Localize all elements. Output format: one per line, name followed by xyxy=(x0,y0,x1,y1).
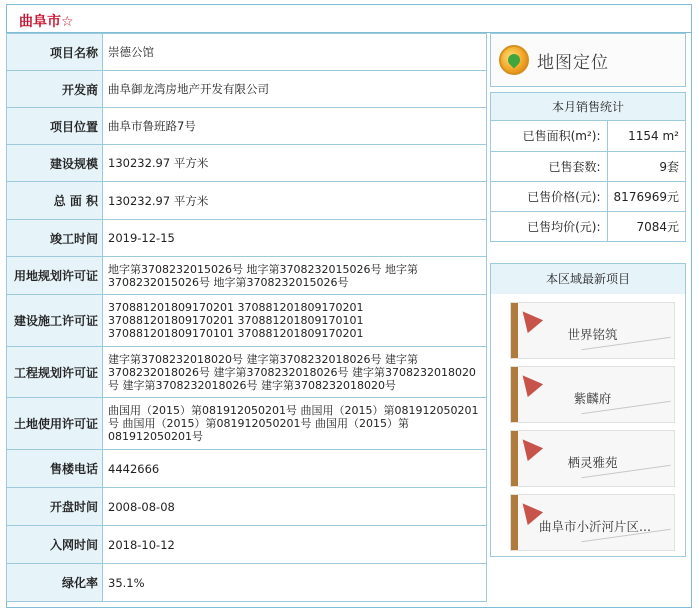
info-row xyxy=(7,71,487,108)
project-card[interactable] xyxy=(510,302,675,359)
info-row xyxy=(7,257,487,295)
info-value: 130232.97 平方米 xyxy=(103,145,487,182)
project-name: 世界铭筑 xyxy=(567,327,618,342)
info-row xyxy=(7,564,487,602)
project-name: 栖灵雅苑 xyxy=(567,455,618,470)
info-label: 入网时间 xyxy=(7,526,103,564)
stats-key: 已售价格(元): xyxy=(491,181,607,211)
info-value: 2008-08-08 xyxy=(103,488,487,526)
stats-key: 已售均价(元): xyxy=(491,211,607,241)
info-label: 总 面 积 xyxy=(7,182,103,220)
stats-row xyxy=(491,121,685,151)
stats-value: 7084元 xyxy=(607,211,685,241)
stats-value: 9套 xyxy=(607,151,685,181)
stats-row xyxy=(491,211,685,241)
info-value: 130232.97 平方米 xyxy=(103,182,487,220)
project-name: 曲阜市小沂河片区... xyxy=(539,519,651,534)
page-header xyxy=(7,5,691,33)
info-label: 建设施工许可证 xyxy=(7,295,103,347)
info-row xyxy=(7,182,487,220)
info-row xyxy=(7,526,487,564)
stats-row xyxy=(491,151,685,181)
right-column xyxy=(490,33,686,242)
info-value: 曲阜御龙湾房地产开发有限公司 xyxy=(103,71,487,108)
info-label: 项目名称 xyxy=(7,34,103,71)
info-label: 项目位置 xyxy=(7,108,103,145)
info-row xyxy=(7,488,487,526)
project-info-table xyxy=(6,33,487,602)
info-row xyxy=(7,145,487,182)
project-name: 紫麟府 xyxy=(573,391,612,406)
info-value: 35.1% xyxy=(103,564,487,602)
info-row xyxy=(7,398,487,450)
map-button-label: 地图定位 xyxy=(537,52,609,73)
info-label: 绿化率 xyxy=(7,564,103,602)
info-value: 崇德公馆 xyxy=(103,34,487,71)
info-row xyxy=(7,450,487,488)
info-label: 竣工时间 xyxy=(7,220,103,257)
page-title: 曲阜市☆ xyxy=(19,14,74,30)
info-value: 4442666 xyxy=(103,450,487,488)
info-value: 2018-10-12 xyxy=(103,526,487,564)
info-row xyxy=(7,347,487,398)
stats-row xyxy=(491,181,685,211)
stats-key: 已售套数: xyxy=(491,151,607,181)
info-value: 曲国用（2015）第081912050201号 曲国用（2015）第081912050201号 曲国用（2015）第081912050201号 曲国用（2015）第081912050201号 xyxy=(103,398,487,450)
info-label: 土地使用许可证 xyxy=(7,398,103,450)
stats-table xyxy=(491,121,685,241)
info-label: 用地规划许可证 xyxy=(7,257,103,295)
wood-strip-icon xyxy=(511,495,518,550)
map-pin-icon xyxy=(499,45,529,75)
info-row xyxy=(7,34,487,71)
info-label: 售楼电话 xyxy=(7,450,103,488)
stats-value: 1154 m² xyxy=(628,128,679,143)
stats-key: 已售面积(m²): xyxy=(491,121,607,151)
info-value: 370881201809170201 370881201809170201 370881201809170201 370881201809170101 370881201809170101 370881201809170201 xyxy=(103,295,487,347)
info-value: 建字第3708232018020号 建字第3708232018026号 建字第3708232018026号 建字第3708232018026号 建字第3708232018020号 建字第3708232018026号 建字第3708232018020号 xyxy=(103,347,487,398)
info-label: 开盘时间 xyxy=(7,488,103,526)
info-label: 工程规划许可证 xyxy=(7,347,103,398)
info-value: 曲阜市鲁班路7号 xyxy=(103,108,487,145)
info-label: 开发商 xyxy=(7,71,103,108)
info-label: 建设规模 xyxy=(7,145,103,182)
projects-title: 本区域最新项目 xyxy=(491,264,685,294)
info-value: 地字第3708232015026号 地字第3708232015026号 地字第3708232015026号 地字第3708232015026号 xyxy=(103,257,487,295)
info-row xyxy=(7,220,487,257)
project-card[interactable] xyxy=(510,494,675,551)
info-value: 2019-12-15 xyxy=(103,220,487,257)
project-card[interactable] xyxy=(510,366,675,423)
info-row xyxy=(7,295,487,347)
stats-title: 本月销售统计 xyxy=(491,93,685,121)
map-location-button[interactable] xyxy=(490,33,686,87)
project-card[interactable] xyxy=(510,430,675,487)
latest-projects-panel xyxy=(490,263,686,557)
info-row xyxy=(7,108,487,145)
stats-value: 8176969元 xyxy=(607,181,685,211)
sales-stats-panel xyxy=(490,92,686,242)
